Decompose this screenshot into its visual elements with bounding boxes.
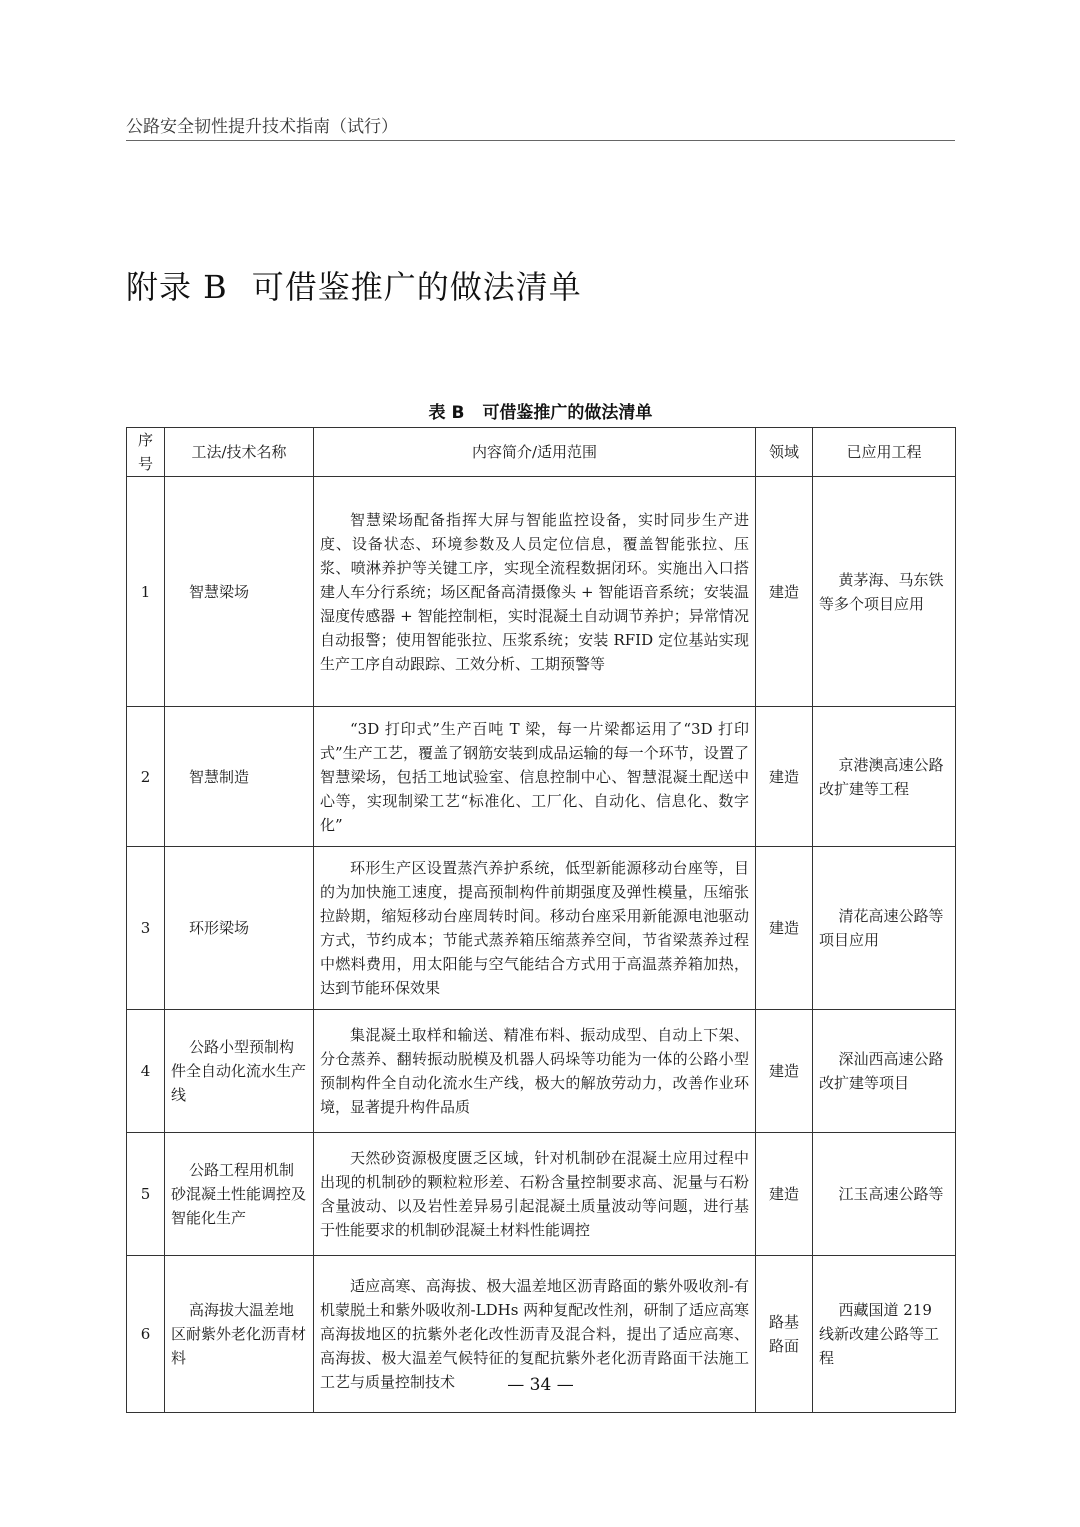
row-field: 建造 <box>756 707 813 847</box>
row-name <box>165 1010 314 1133</box>
row-desc: 环形生产区设置蒸汽养护系统，低型新能源移动台座等，目的为加快施工速度，提高预制构件前期强度及弹性模量，压缩张拉龄期，缩短移动台座周转时间。移动台座采用新能源电池驱动方式，节约成本；节能式蒸养箱压缩蒸养空间，节省梁蒸养过程中燃料费用，用太阳能与空气能结合方式用于高温蒸养箱加热，达到节能环保效果 <box>314 847 756 1010</box>
row-no: 5 <box>127 1133 165 1256</box>
header-field: 领域 <box>756 428 813 477</box>
row-name-text: 公路小型预制构件全自动化流水生产线 <box>171 1038 307 1104</box>
row-desc: “3D 打印式”生产百吨 T 梁，每一片梁都运用了“3D 打印式”生产工艺，覆盖了钢筋安装到成品运输的每一个环节，设置了智慧梁场，包括工地试验室、信息控制中心、智慧混凝土配送中心等，实现制梁工艺“标准化、工厂化、自动化、信息化、数字化” <box>314 707 756 847</box>
row-project: 京港澳高速公路改扩建等工程 <box>813 707 956 847</box>
row-desc: 智慧梁场配备指挥大屏与智能监控设备，实时同步生产进度、设备状态、环境参数及人员定位信息，覆盖智能张拉、压浆、喷淋养护等关键工序，实现全流程数据闭环。实施出入口搭建人车分行系统；场区配备高清摄像头 + 智能语音系统；安装温湿度传感器 + 智能控制柜，实时混凝土自动调节养护；异常情况自动报警；使用智能张拉、压浆系统；安装 RFID 定位基站实现生产工序自动跟踪、工效分析、工期预警等 <box>314 477 756 707</box>
row-name <box>165 847 314 1010</box>
table-row <box>127 477 956 707</box>
row-name <box>165 477 314 707</box>
table-row <box>127 1133 956 1256</box>
row-no: 2 <box>127 707 165 847</box>
row-desc: 天然砂资源极度匮乏区域，针对机制砂在混凝土应用过程中出现的机制砂的颗粒粒形差、石粉含量控制要求高、泥量与石粉含量波动、以及岩性差异易引起混凝土质量波动等问题，进行基于性能要求的机制砂混凝土材料性能调控 <box>314 1133 756 1256</box>
row-field: 建造 <box>756 477 813 707</box>
table-caption <box>126 398 955 423</box>
appendix-title-text: 可借鉴推广的做法清单 <box>251 268 582 306</box>
header-project: 已应用工程 <box>813 428 956 477</box>
row-name-text: 智慧制造 <box>189 767 250 786</box>
row-no: 1 <box>127 477 165 707</box>
row-name <box>165 1133 314 1256</box>
row-name-text: 高海拔大温差地区耐紫外老化沥青材料 <box>171 1301 307 1367</box>
row-project: 江玉高速公路等 <box>813 1133 956 1256</box>
table-header-row <box>127 428 956 477</box>
header-rule <box>126 140 955 141</box>
row-desc: 适应高寒、高海拔、极大温差地区沥青路面的紫外吸收剂-有机蒙脱土和紫外吸收剂-LDHs 两种复配改性剂，研制了适应高寒高海拔地区的抗紫外老化改性沥青及混合料，提出了适应高寒、高海拔、极大温差气候特征的复配抗紫外老化沥青路面干法施工工艺与质量控制技术 <box>314 1256 756 1413</box>
table-caption-text: 可借鉴推广的做法清单 <box>482 403 653 423</box>
header-no: 序号 <box>127 428 165 477</box>
row-project: 深汕西高速公路改扩建等项目 <box>813 1010 956 1133</box>
row-desc: 集混凝土取样和输送、精准布料、振动成型、自动上下架、分仓蒸养、翻转振动脱模及机器人码垛等功能为一体的公路小型预制构件全自动化流水生产线，极大的解放劳动力，改善作业环境，显著提升构件品质 <box>314 1010 756 1133</box>
row-no: 6 <box>127 1256 165 1413</box>
header-name: 工法/技术名称 <box>165 428 314 477</box>
practices-table <box>126 427 956 1413</box>
appendix-title <box>126 262 582 308</box>
table-row <box>127 707 956 847</box>
row-project: 黄茅海、马东铁等多个项目应用 <box>813 477 956 707</box>
row-project: 西藏国道 219 线新改建公路等工程 <box>813 1256 956 1413</box>
header-desc: 内容简介/适用范围 <box>314 428 756 477</box>
row-name-text: 智慧梁场 <box>189 582 250 601</box>
row-field: 建造 <box>756 1010 813 1133</box>
row-field: 建造 <box>756 1133 813 1256</box>
row-field: 路基路面 <box>756 1256 813 1413</box>
row-project: 清花高速公路等项目应用 <box>813 847 956 1010</box>
page-number: — 34 — <box>507 1375 574 1395</box>
row-name-text: 公路工程用机制砂混凝土性能调控及智能化生产 <box>171 1161 307 1227</box>
row-no: 3 <box>127 847 165 1010</box>
appendix-label: 附录 B <box>126 268 228 306</box>
row-no: 4 <box>127 1010 165 1133</box>
row-name <box>165 707 314 847</box>
table-caption-label: 表 B <box>428 403 465 423</box>
table-row <box>127 847 956 1010</box>
table-row <box>127 1010 956 1133</box>
row-field: 建造 <box>756 847 813 1010</box>
row-name-text: 环形梁场 <box>189 919 250 937</box>
running-head: 公路安全韧性提升技术指南（试行） <box>126 117 398 137</box>
